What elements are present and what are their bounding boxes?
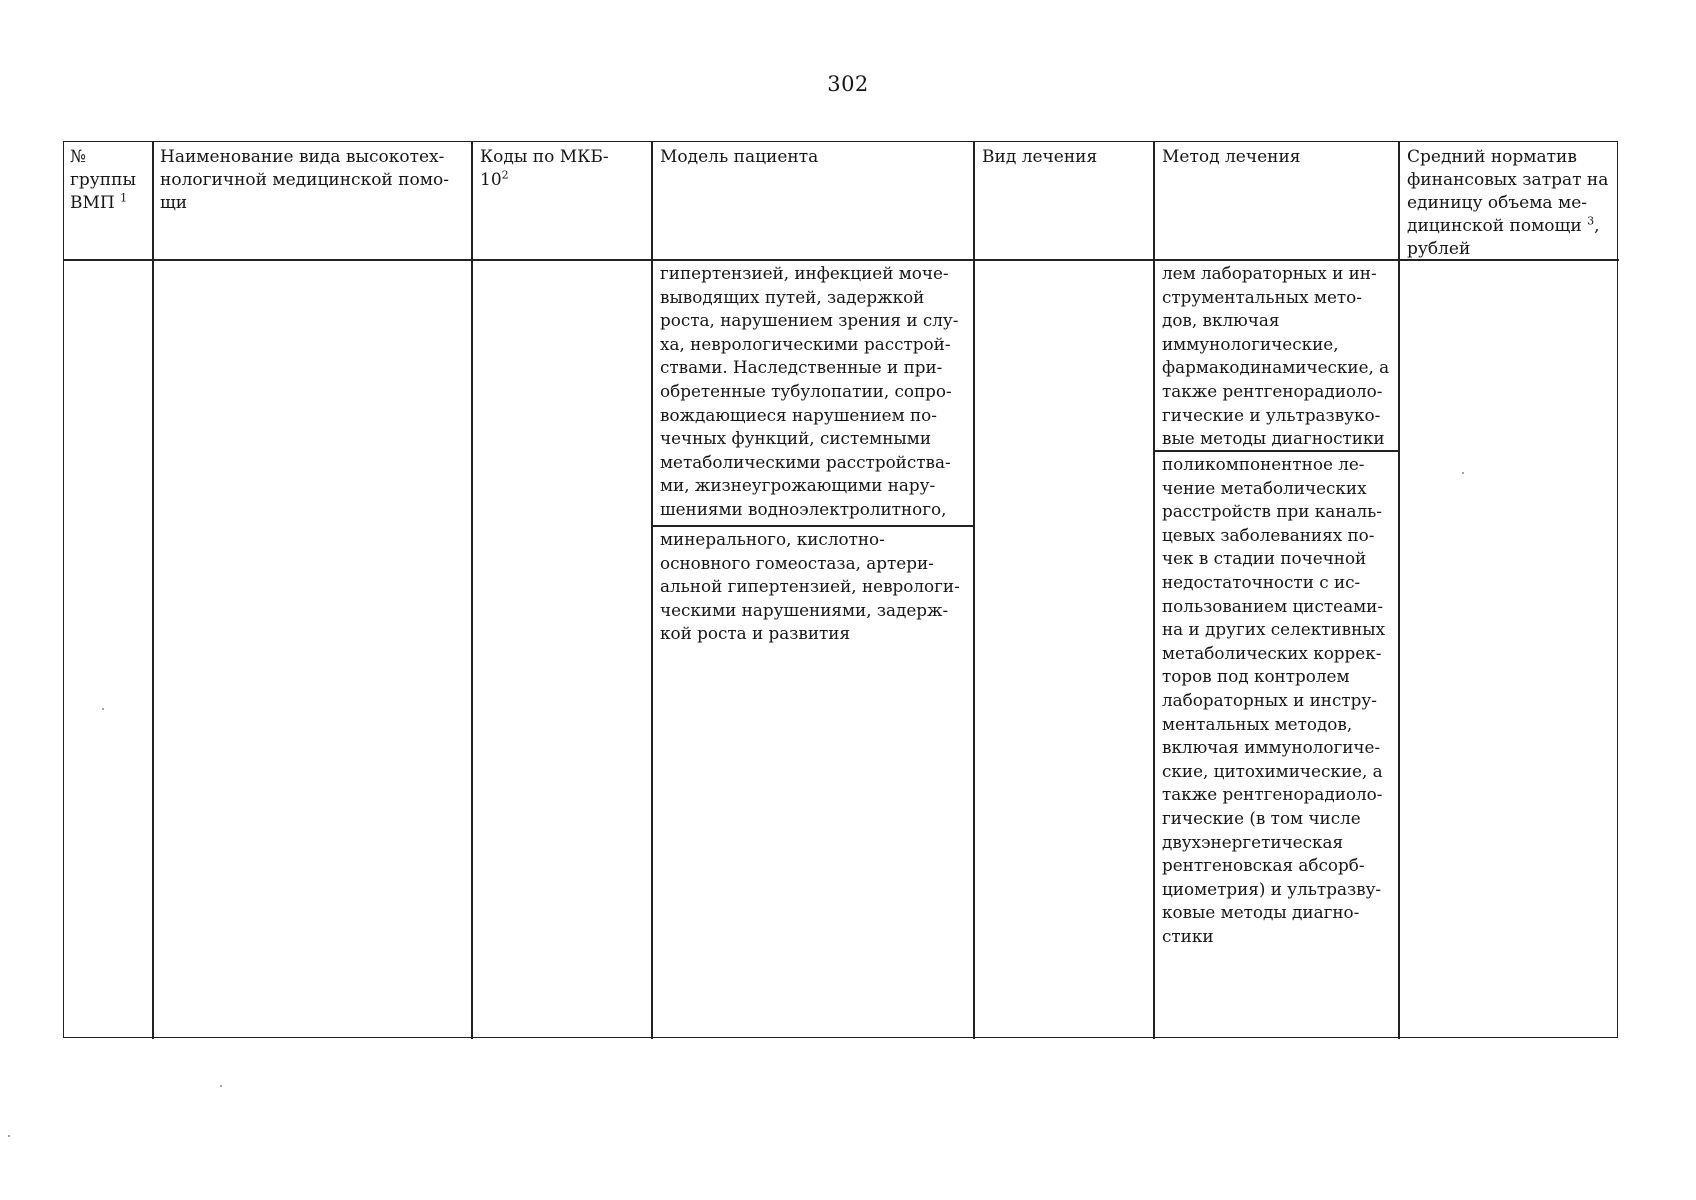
header-care-type-name: Наименование вида высокотех- нологичной медицинской помо- щи [160,147,449,213]
header-icd-codes: Коды по МКБ- $10^2$ [480,147,609,190]
patient-model-text-1: гипертензией, инфекцией моче- выводящих путей, задержкой роста, нарушением зрения и слу- ха, неврологическими расстрой- ствами. Наследственные и при- обретенные тубулопатии, сопро- вождающиеся нарушением по- чечных функций, системными метаболическими расстройства- ми, жизнеугрожающими нару- шениями водноэлектролитного, [660,263,959,519]
header-treatment-method: Метод лечения [1162,147,1301,167]
medical-care-table [63,141,1618,1038]
scan-speck [8,1135,10,1137]
column-divider [152,142,154,1039]
header-divider [64,259,1619,261]
patient-model-text-2: минерального, кислотно- основного гомеостаза, артери- альной гипертензией, неврологи- ческими нарушениями, задерж- кой роста и развития [660,529,960,644]
treatment-method-text-1: лем лабораторных и ин- струментальных мето- дов, включая иммунологические, фармакодинамические, а также рентгенорадиоло- гические и ультразвуко- вые методы диагностики [1162,263,1390,449]
scan-speck [102,708,104,710]
column-divider [1398,142,1400,1039]
column-divider [973,142,975,1039]
page-number: 302 [827,72,869,96]
header-average-cost: Средний норматив финансовых затрат на единицу объема ме- дицинской помощи $^3$, рублей [1407,147,1609,259]
header-treatment-type: Вид лечения [982,147,1098,167]
row-divider-patient-model [651,525,974,527]
header-group-number: № группы ВМП $^1$ [70,147,136,213]
treatment-method-text-2: поликомпонентное ле- чение метаболических расстройств при каналь- цевых заболеваниях по- чек в стадии почечной недостаточности с ис- пользованием цистеами- на и других селективных метаболических коррек- торов под контролем лабораторных и инстру- ментальных методов, включая иммунологиче- ские, цитохимические, а также рентгенорадиоло- гические (в том числе двухэнергетическая рентгеновская абсорб- циометрия) и ультразву- ковые методы диагно- стики [1162,454,1386,946]
column-divider [1153,142,1155,1039]
scan-speck [1462,472,1464,474]
column-divider [471,142,473,1039]
scan-speck [220,1085,222,1087]
column-divider [651,142,653,1039]
header-patient-model: Модель пациента [660,147,819,167]
